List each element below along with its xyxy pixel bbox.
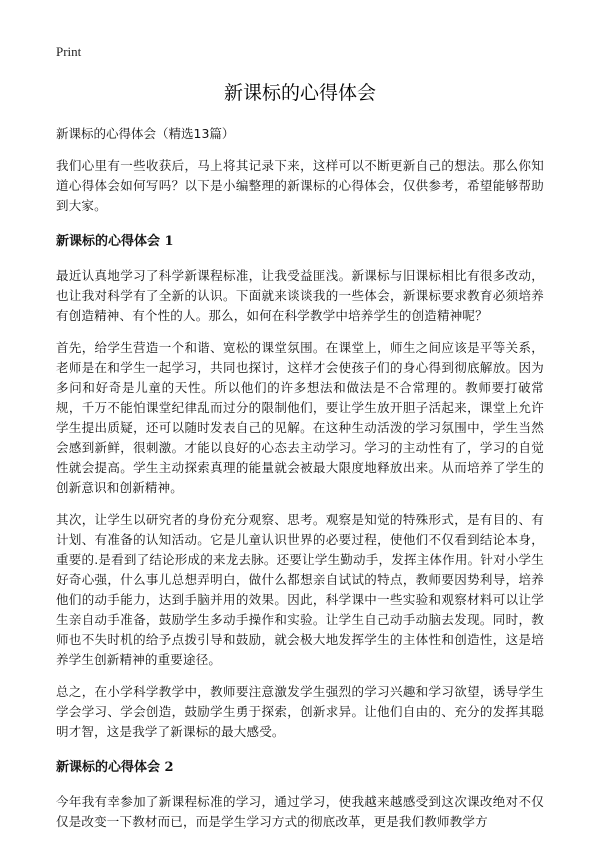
section-1-paragraph-1: 最近认真地学习了科学新课程标准，让我受益匪浅。新课标与旧课标相比有很多改动，也让我对科学有了全新的认识。下面就来谈谈我的一些体会，新课标要求教育必须培养有创造精神、有个性的人。那么，如何在科学教学中培养学生的创造精神呢？	[56, 268, 544, 323]
section-1-paragraph-4: 总之，在小学科学教学中，教师要注意激发学生强烈的学习兴趣和学习欲望，诱导学生学会学习、学会创造，鼓励学生勇于探索，创新求异。让他们自由的、充分的发挥其聪明才智，这是我学了新课标的最大感受。	[56, 684, 544, 739]
section-2-paragraph-1: 今年我有幸参加了新课程标准的学习，通过学习，使我越来越感受到这次课改绝对不仅仅是改变一下教材而已，而是学生学习方式的彻底改革，更是我们教师教学方	[56, 794, 544, 829]
intro-paragraph: 我们心里有一些收获后，马上将其记录下来，这样可以不断更新自己的想法。那么你知道心得体会如何写吗？以下是小编整理的新课标的心得体会，仅供参考，希望能够帮助到大家。	[56, 158, 544, 213]
section-heading-1: 新课标的心得体会 1	[56, 234, 174, 249]
document-page	[56, 44, 544, 844]
section-heading-2: 新课标的心得体会 2	[56, 760, 174, 775]
section-1-paragraph-3: 其次，让学生以研究者的身份充分观察、思考。观察是知觉的特殊形式，是有目的、有计划、有准备的认知活动。它是儿童认识世界的必要过程，使他们不仅看到结论本身，重要的.是看到了结论形成的来龙去脉。还要让学生勤动手，发挥主体作用。针对小学生好奇心强，什么事儿总想弄明白，做什么都想亲自试试的特点，教师要因势利导，培养他们的动手能力，达到手脑并用的效果。因此，科学课中一些实验和观察材料可以让学生亲自动手准备，鼓励学生多动手操作和实验。让学生自己动手动脑去发现。同时，教师也不失时机的给予点拨引导和鼓励，就会极大地发挥学生的主体性和创造性，这是培养学生创新精神的重要途径。	[56, 512, 544, 667]
page-title: 新课标的心得体会	[223, 82, 376, 104]
section-1-paragraph-2: 首先，给学生营造一个和谐、宽松的课堂氛围。在课堂上，师生之间应该是平等关系，老师是在和学生一起学习，共同也探讨，这样才会使孩子们的身心得到彻底解放。因为多问和好奇是儿童的天性。所以他们的许多想法和做法是不合常理的。教师要打破常规，千万不能怕课堂纪律乱而过分的限制他们，要让学生放开胆子活起来，课堂上允许学生提出质疑，还可以随时发表自己的见解。在这种生动活泼的学习氛围中，学生当然会感到新鲜，很刺激。才能以良好的心态去主动学习。学习的主动性有了，学习的自觉性就会提高。学生主动探索真理的能量就会被最大限度地释放出来。从而培养了学生的创新意识和创新精神。	[56, 340, 544, 495]
document-subtitle: 新课标的心得体会（精选13篇）	[56, 126, 235, 141]
print-link[interactable]: Print	[56, 44, 82, 59]
